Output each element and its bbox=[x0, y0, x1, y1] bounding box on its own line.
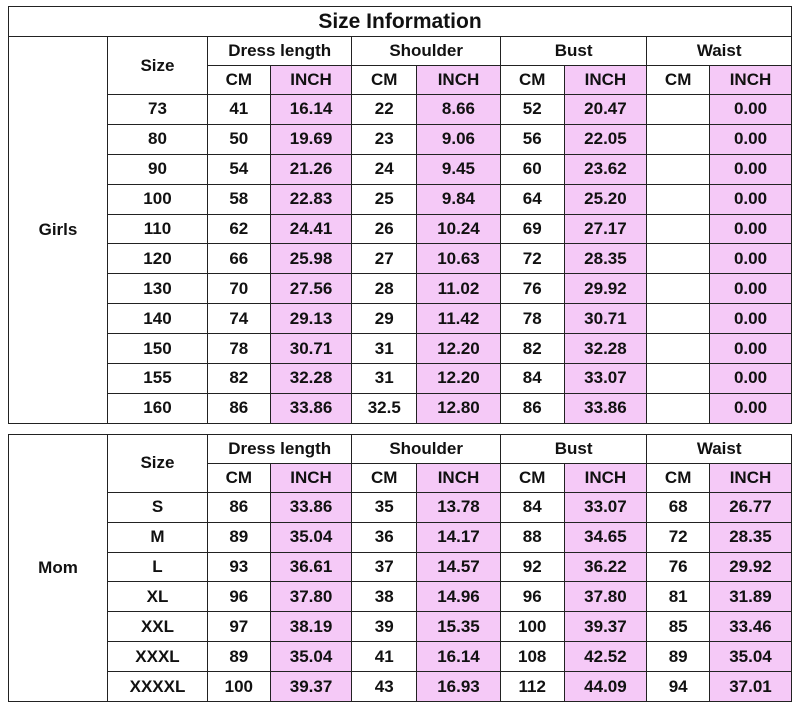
inch-cell: 30.71 bbox=[270, 334, 352, 364]
table-row bbox=[9, 672, 792, 702]
inch-cell: 33.86 bbox=[564, 393, 647, 423]
cm-cell: 86 bbox=[207, 492, 270, 522]
unit-cm-header: CM bbox=[647, 66, 710, 95]
inch-cell: 16.14 bbox=[270, 95, 352, 125]
inch-cell: 33.46 bbox=[709, 612, 791, 642]
inch-cell: 36.61 bbox=[270, 552, 352, 582]
cm-cell: 76 bbox=[500, 274, 564, 304]
inch-cell: 27.56 bbox=[270, 274, 352, 304]
cm-cell: 74 bbox=[207, 304, 270, 334]
mom-measure-header: Shoulder bbox=[352, 434, 500, 463]
inch-cell: 28.35 bbox=[564, 244, 647, 274]
cm-cell: 89 bbox=[207, 642, 270, 672]
inch-cell: 33.07 bbox=[564, 364, 647, 394]
inch-cell: 8.66 bbox=[417, 95, 501, 125]
cm-cell bbox=[647, 214, 710, 244]
cm-cell: 41 bbox=[207, 95, 270, 125]
cm-cell: 76 bbox=[647, 552, 710, 582]
inch-cell: 13.78 bbox=[417, 492, 501, 522]
cm-cell: 97 bbox=[207, 612, 270, 642]
inch-cell: 9.84 bbox=[417, 184, 501, 214]
girls-measure-header: Shoulder bbox=[352, 37, 500, 66]
inch-cell: 22.05 bbox=[564, 124, 647, 154]
inch-cell: 35.04 bbox=[270, 642, 352, 672]
cm-cell: 88 bbox=[500, 522, 564, 552]
title-row bbox=[9, 7, 792, 37]
cm-cell: 35 bbox=[352, 492, 417, 522]
cm-cell: 22 bbox=[352, 95, 417, 125]
cm-cell: 41 bbox=[352, 642, 417, 672]
inch-cell: 23.62 bbox=[564, 154, 647, 184]
inch-cell: 0.00 bbox=[709, 214, 791, 244]
inch-cell: 15.35 bbox=[417, 612, 501, 642]
inch-cell: 0.00 bbox=[709, 95, 791, 125]
cm-cell bbox=[647, 364, 710, 394]
cm-cell: 100 bbox=[207, 672, 270, 702]
girls-measure-header: Dress length bbox=[207, 37, 351, 66]
inch-cell: 22.83 bbox=[270, 184, 352, 214]
cm-cell: 64 bbox=[500, 184, 564, 214]
table-row bbox=[9, 393, 792, 423]
inch-cell: 9.45 bbox=[417, 154, 501, 184]
inch-cell: 0.00 bbox=[709, 124, 791, 154]
size-cell: L bbox=[107, 552, 207, 582]
section-divider bbox=[9, 423, 792, 434]
inch-cell: 35.04 bbox=[270, 522, 352, 552]
size-cell: 100 bbox=[107, 184, 207, 214]
cm-cell: 100 bbox=[500, 612, 564, 642]
unit-inch-header: INCH bbox=[564, 463, 647, 492]
cm-cell: 85 bbox=[647, 612, 710, 642]
inch-cell: 29.13 bbox=[270, 304, 352, 334]
cm-cell: 43 bbox=[352, 672, 417, 702]
size-cell: 155 bbox=[107, 364, 207, 394]
table-row bbox=[9, 214, 792, 244]
inch-cell: 14.17 bbox=[417, 522, 501, 552]
inch-cell: 10.63 bbox=[417, 244, 501, 274]
girls-measure-header: Bust bbox=[500, 37, 646, 66]
size-table bbox=[8, 6, 792, 702]
cm-cell: 96 bbox=[207, 582, 270, 612]
unit-inch-header: INCH bbox=[709, 463, 791, 492]
inch-cell: 14.96 bbox=[417, 582, 501, 612]
unit-cm-header: CM bbox=[647, 463, 710, 492]
table-row bbox=[9, 334, 792, 364]
inch-cell: 10.24 bbox=[417, 214, 501, 244]
cm-cell: 92 bbox=[500, 552, 564, 582]
table-row bbox=[9, 95, 792, 125]
table-row bbox=[9, 612, 792, 642]
inch-cell: 0.00 bbox=[709, 334, 791, 364]
cm-cell: 72 bbox=[500, 244, 564, 274]
inch-cell: 33.07 bbox=[564, 492, 647, 522]
inch-cell: 33.86 bbox=[270, 492, 352, 522]
inch-cell: 39.37 bbox=[564, 612, 647, 642]
cm-cell bbox=[647, 154, 710, 184]
size-cell: M bbox=[107, 522, 207, 552]
inch-cell: 28.35 bbox=[709, 522, 791, 552]
inch-cell: 32.28 bbox=[270, 364, 352, 394]
cm-cell: 31 bbox=[352, 334, 417, 364]
table-title: Size Information bbox=[9, 7, 792, 37]
cm-cell: 81 bbox=[647, 582, 710, 612]
cm-cell bbox=[647, 244, 710, 274]
inch-cell: 0.00 bbox=[709, 393, 791, 423]
mom-measure-header: Dress length bbox=[207, 434, 351, 463]
cm-cell: 29 bbox=[352, 304, 417, 334]
mom-size-header: Size bbox=[107, 434, 207, 492]
size-cell: 130 bbox=[107, 274, 207, 304]
cm-cell: 84 bbox=[500, 492, 564, 522]
mom-header-row bbox=[9, 434, 792, 463]
cm-cell bbox=[647, 274, 710, 304]
table-row bbox=[9, 154, 792, 184]
inch-cell: 33.86 bbox=[270, 393, 352, 423]
inch-cell: 0.00 bbox=[709, 304, 791, 334]
unit-cm-header: CM bbox=[352, 463, 417, 492]
cm-cell: 108 bbox=[500, 642, 564, 672]
unit-cm-header: CM bbox=[207, 463, 270, 492]
table-row bbox=[9, 642, 792, 672]
cm-cell: 84 bbox=[500, 364, 564, 394]
inch-cell: 14.57 bbox=[417, 552, 501, 582]
inch-cell: 30.71 bbox=[564, 304, 647, 334]
cm-cell: 32.5 bbox=[352, 393, 417, 423]
inch-cell: 38.19 bbox=[270, 612, 352, 642]
size-cell: S bbox=[107, 492, 207, 522]
inch-cell: 16.93 bbox=[417, 672, 501, 702]
mom-group-label: Mom bbox=[9, 434, 108, 701]
inch-cell: 25.20 bbox=[564, 184, 647, 214]
unit-cm-header: CM bbox=[500, 66, 564, 95]
inch-cell: 0.00 bbox=[709, 364, 791, 394]
inch-cell: 31.89 bbox=[709, 582, 791, 612]
cm-cell: 58 bbox=[207, 184, 270, 214]
table-row bbox=[9, 304, 792, 334]
cm-cell: 54 bbox=[207, 154, 270, 184]
unit-inch-header: INCH bbox=[270, 66, 352, 95]
inch-cell: 29.92 bbox=[709, 552, 791, 582]
cm-cell: 78 bbox=[207, 334, 270, 364]
cm-cell: 25 bbox=[352, 184, 417, 214]
unit-cm-header: CM bbox=[207, 66, 270, 95]
mom-measure-header: Bust bbox=[500, 434, 646, 463]
table-row bbox=[9, 552, 792, 582]
cm-cell: 39 bbox=[352, 612, 417, 642]
inch-cell: 19.69 bbox=[270, 124, 352, 154]
cm-cell: 62 bbox=[207, 214, 270, 244]
inch-cell: 21.26 bbox=[270, 154, 352, 184]
cm-cell: 86 bbox=[500, 393, 564, 423]
cm-cell: 78 bbox=[500, 304, 564, 334]
unit-inch-header: INCH bbox=[709, 66, 791, 95]
cm-cell: 72 bbox=[647, 522, 710, 552]
size-cell: XXXL bbox=[107, 642, 207, 672]
inch-cell: 12.20 bbox=[417, 364, 501, 394]
inch-cell: 0.00 bbox=[709, 154, 791, 184]
cm-cell: 37 bbox=[352, 552, 417, 582]
cm-cell: 70 bbox=[207, 274, 270, 304]
table-row bbox=[9, 184, 792, 214]
unit-inch-header: INCH bbox=[270, 463, 352, 492]
inch-cell: 27.17 bbox=[564, 214, 647, 244]
table-row bbox=[9, 582, 792, 612]
cm-cell bbox=[647, 393, 710, 423]
inch-cell: 39.37 bbox=[270, 672, 352, 702]
table-row bbox=[9, 492, 792, 522]
cm-cell: 52 bbox=[500, 95, 564, 125]
cm-cell: 27 bbox=[352, 244, 417, 274]
table-row bbox=[9, 244, 792, 274]
unit-inch-header: INCH bbox=[417, 463, 501, 492]
inch-cell: 37.80 bbox=[270, 582, 352, 612]
cm-cell bbox=[647, 124, 710, 154]
girls-measure-header: Waist bbox=[647, 37, 792, 66]
cm-cell: 94 bbox=[647, 672, 710, 702]
size-cell: 110 bbox=[107, 214, 207, 244]
size-cell: 150 bbox=[107, 334, 207, 364]
mom-measure-header: Waist bbox=[647, 434, 792, 463]
unit-cm-header: CM bbox=[500, 463, 564, 492]
cm-cell: 82 bbox=[500, 334, 564, 364]
cm-cell: 89 bbox=[207, 522, 270, 552]
cm-cell: 82 bbox=[207, 364, 270, 394]
cm-cell: 23 bbox=[352, 124, 417, 154]
cm-cell bbox=[647, 304, 710, 334]
size-cell: XXL bbox=[107, 612, 207, 642]
size-cell: 120 bbox=[107, 244, 207, 274]
cm-cell: 38 bbox=[352, 582, 417, 612]
inch-cell: 25.98 bbox=[270, 244, 352, 274]
size-cell: XL bbox=[107, 582, 207, 612]
cm-cell: 93 bbox=[207, 552, 270, 582]
table-row bbox=[9, 364, 792, 394]
inch-cell: 24.41 bbox=[270, 214, 352, 244]
cm-cell: 69 bbox=[500, 214, 564, 244]
inch-cell: 37.80 bbox=[564, 582, 647, 612]
cm-cell: 24 bbox=[352, 154, 417, 184]
girls-header-row bbox=[9, 37, 792, 66]
size-cell: 73 bbox=[107, 95, 207, 125]
cm-cell bbox=[647, 95, 710, 125]
cm-cell: 31 bbox=[352, 364, 417, 394]
cm-cell: 26 bbox=[352, 214, 417, 244]
cm-cell: 89 bbox=[647, 642, 710, 672]
cm-cell: 68 bbox=[647, 492, 710, 522]
table-row bbox=[9, 274, 792, 304]
divider-cell bbox=[9, 423, 792, 434]
cm-cell bbox=[647, 334, 710, 364]
unit-inch-header: INCH bbox=[564, 66, 647, 95]
cm-cell: 60 bbox=[500, 154, 564, 184]
unit-cm-header: CM bbox=[352, 66, 417, 95]
inch-cell: 0.00 bbox=[709, 244, 791, 274]
inch-cell: 11.02 bbox=[417, 274, 501, 304]
inch-cell: 20.47 bbox=[564, 95, 647, 125]
size-cell: 90 bbox=[107, 154, 207, 184]
cm-cell: 50 bbox=[207, 124, 270, 154]
girls-size-header: Size bbox=[107, 37, 207, 95]
inch-cell: 29.92 bbox=[564, 274, 647, 304]
size-chart bbox=[8, 6, 792, 702]
size-cell: XXXXL bbox=[107, 672, 207, 702]
inch-cell: 12.20 bbox=[417, 334, 501, 364]
cm-cell: 66 bbox=[207, 244, 270, 274]
inch-cell: 0.00 bbox=[709, 184, 791, 214]
inch-cell: 0.00 bbox=[709, 274, 791, 304]
girls-group-label: Girls bbox=[9, 37, 108, 424]
cm-cell: 112 bbox=[500, 672, 564, 702]
cm-cell: 36 bbox=[352, 522, 417, 552]
cm-cell: 28 bbox=[352, 274, 417, 304]
cm-cell: 56 bbox=[500, 124, 564, 154]
inch-cell: 44.09 bbox=[564, 672, 647, 702]
inch-cell: 34.65 bbox=[564, 522, 647, 552]
size-cell: 140 bbox=[107, 304, 207, 334]
inch-cell: 35.04 bbox=[709, 642, 791, 672]
inch-cell: 9.06 bbox=[417, 124, 501, 154]
inch-cell: 16.14 bbox=[417, 642, 501, 672]
inch-cell: 32.28 bbox=[564, 334, 647, 364]
size-cell: 160 bbox=[107, 393, 207, 423]
table-row bbox=[9, 522, 792, 552]
inch-cell: 26.77 bbox=[709, 492, 791, 522]
inch-cell: 12.80 bbox=[417, 393, 501, 423]
cm-cell: 96 bbox=[500, 582, 564, 612]
size-cell: 80 bbox=[107, 124, 207, 154]
unit-inch-header: INCH bbox=[417, 66, 501, 95]
inch-cell: 42.52 bbox=[564, 642, 647, 672]
cm-cell bbox=[647, 184, 710, 214]
inch-cell: 37.01 bbox=[709, 672, 791, 702]
cm-cell: 86 bbox=[207, 393, 270, 423]
inch-cell: 11.42 bbox=[417, 304, 501, 334]
inch-cell: 36.22 bbox=[564, 552, 647, 582]
table-row bbox=[9, 124, 792, 154]
